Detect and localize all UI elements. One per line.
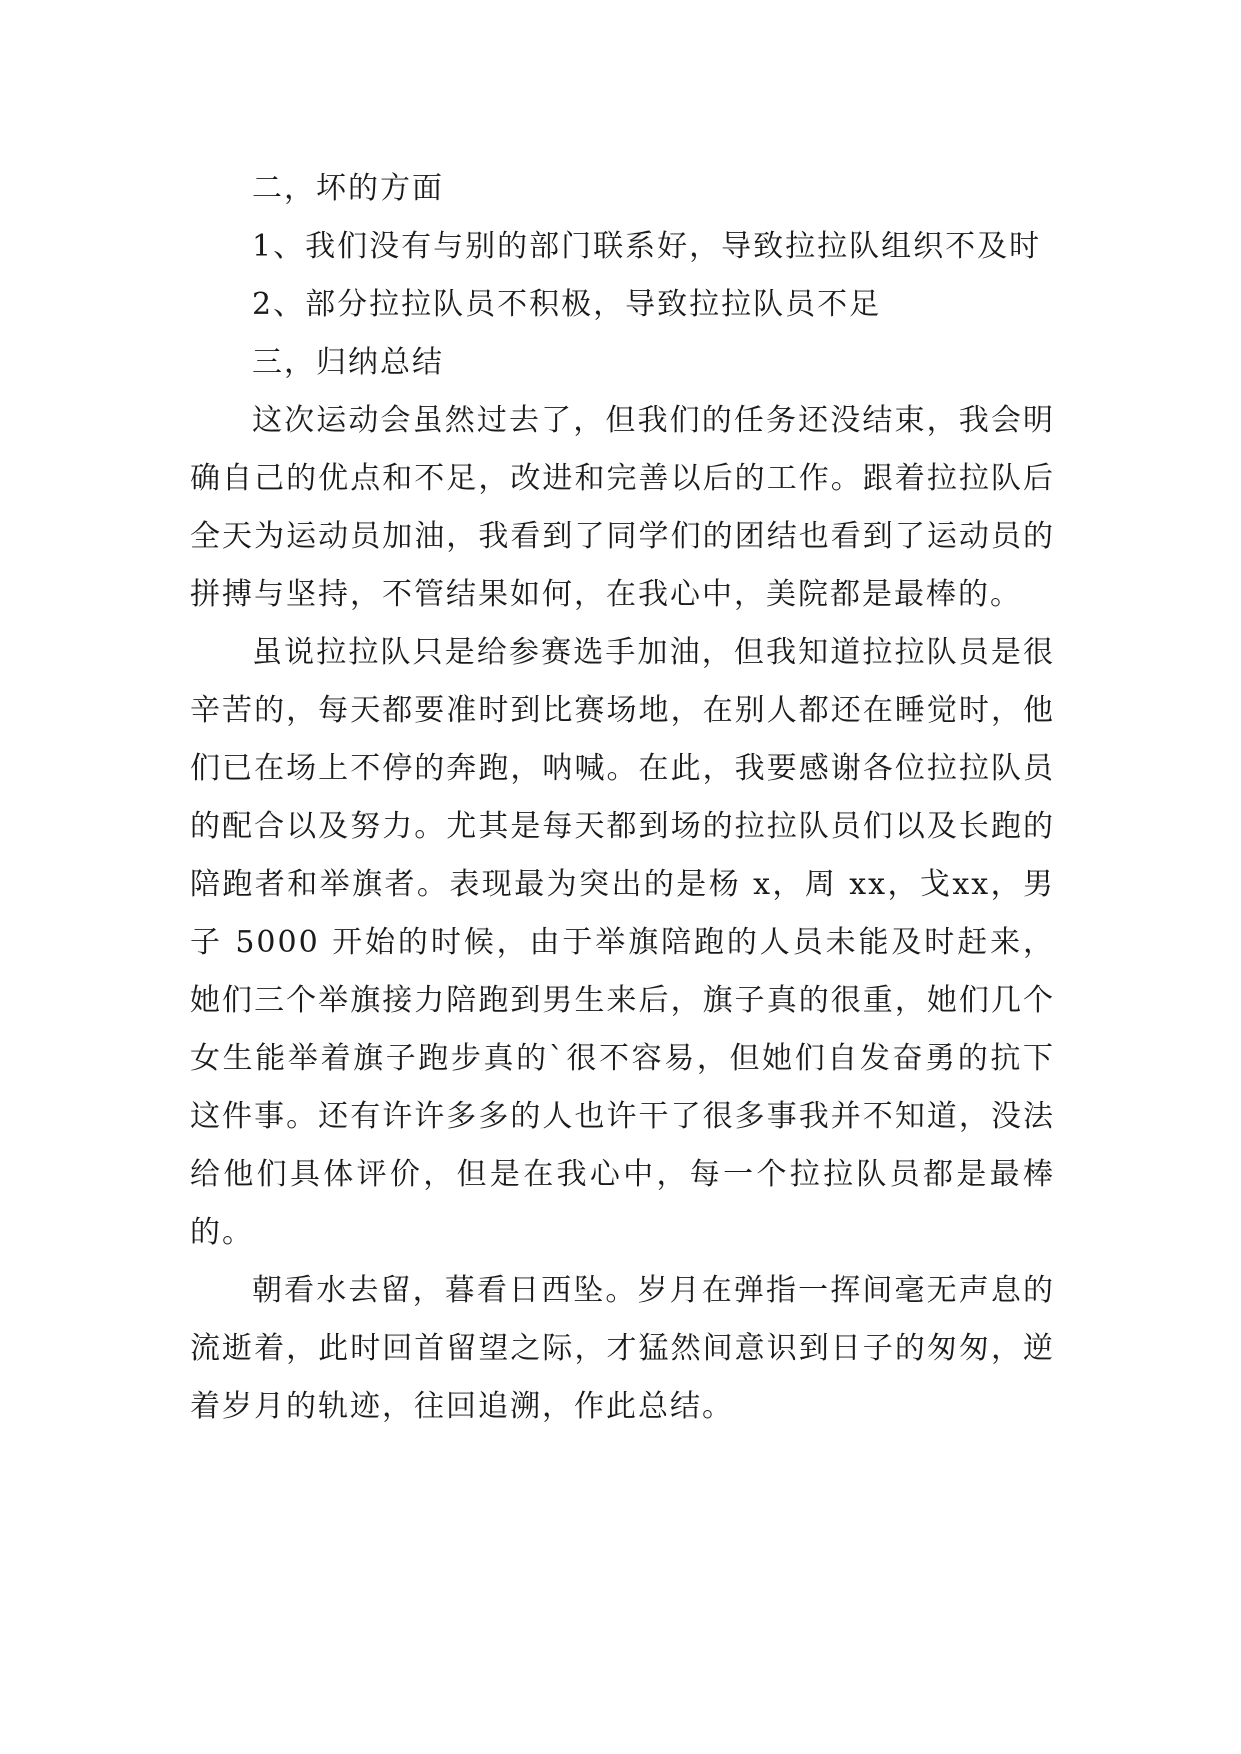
body-paragraph-1: 这次运动会虽然过去了，但我们的任务还没结束，我会明确自己的优点和不足，改进和完善以后的工作。跟着拉拉队后全天为运动员加油，我看到了同学们的团结也看到了运动员的拼搏与坚持，不管结果如何，在我心中，美院都是最棒的。 (190, 403, 1055, 612)
body-paragraph-2: 虽说拉拉队只是给参赛选手加油，但我知道拉拉队员是很辛苦的，每天都要准时到比赛场地，在别人都还在睡觉时，他们已在场上不停的奔跑，呐喊。在此，我要感谢各位拉拉队员的配合以及努力。尤其是每天都到场的拉拉队员们以及长跑的陪跑者和举旗者。表现最为突出的是杨 x，周 xx，戈xx，男子 5000 开始的时候，由于举旗陪跑的人员未能及时赶来，她们三个举旗接力陪跑到男生来后，旗子真的很重，她们几个女生能举着旗子跑步真的`很不容易，但她们自发奋勇的抗下这件事。还有许许多多的人也许干了很多事我并不知道，没法给他们具体评价，但是在我心中，每一个拉拉队员都是最棒的。 (190, 635, 1055, 1250)
section-heading-bad-aspects: 二，坏的方面 (252, 171, 444, 206)
list-item-2: 2、部分拉拉队员不积极，导致拉拉队员不足 (252, 287, 882, 322)
section-heading-summary: 三，归纳总结 (252, 345, 444, 380)
list-item-1: 1、我们没有与别的部门联系好，导致拉拉队组织不及时 (252, 229, 1042, 264)
document-body (190, 160, 1055, 1436)
body-paragraph-3: 朝看水去留，暮看日西坠。岁月在弹指一挥间毫无声息的流逝着，此时回首留望之际，才猛然间意识到日子的匆匆，逆着岁月的轨迹，往回追溯，作此总结。 (190, 1273, 1055, 1424)
